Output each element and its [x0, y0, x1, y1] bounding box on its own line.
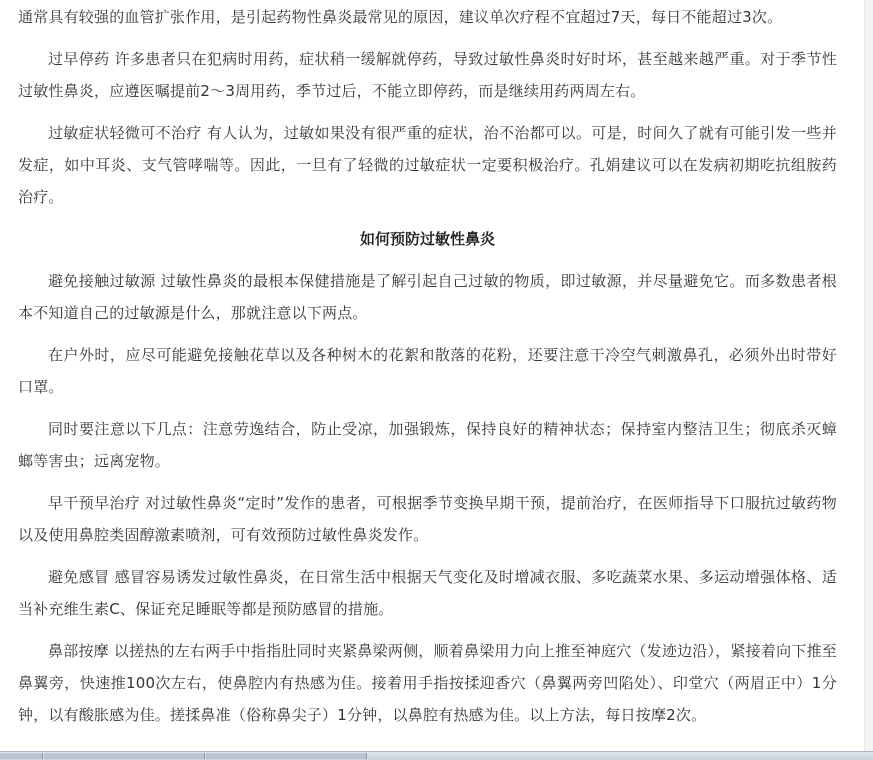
- section-heading: 如何预防过敏性鼻炎: [359, 230, 495, 248]
- taskbar-start-segment[interactable]: [0, 753, 43, 759]
- paragraph-avoid-allergen: 避免接触过敏源 过敏性鼻炎的最根本保健措施是了解引起自己过敏的物质，即过敏源，并尽量避免它。而多数患者根本不知道自己的过敏源是什么，那就注意以下两点。: [18, 272, 837, 322]
- paragraph-outdoor: 在户外时，应尽可能避免接触花草以及各种树木的花絮和散落的花粉，还要注意干冷空气刺激鼻孔，必须外出时带好口罩。: [18, 346, 837, 396]
- taskbar: [0, 751, 873, 760]
- paragraph-avoid-cold: 避免感冒 感冒容易诱发过敏性鼻炎，在日常生活中根据天气变化及时增减衣服、多吃蔬菜水果、多运动增强体格、适当补充维生素C、保证充足睡眠等都是预防感冒的措施。: [18, 568, 837, 618]
- taskbar-window-button[interactable]: [206, 753, 367, 759]
- paragraph-nose-massage: 鼻部按摩 以搓热的左右两手中指指肚同时夹紧鼻梁两侧，顺着鼻梁用力向上推至神庭穴（发迹边沿），紧接着向下推至鼻翼旁，快速推100次左右，使鼻腔内有热感为佳。接着用手指按揉迎香穴（鼻翼两旁凹陷处）、印堂穴（两眉正中）1分钟，以有酸胀感为佳。搓揉鼻准（俗称鼻尖子）1分钟，以鼻腔有热感为佳。以上方法，每日按摩2次。: [18, 642, 837, 724]
- taskbar-window-button[interactable]: [44, 753, 205, 759]
- paragraph-mild-symptoms: 过敏症状轻微可不治疗 有人认为，过敏如果没有很严重的症状，治不治都可以。可是，时间久了就有可能引发一些并发症，如中耳炎、支气管哮喘等。因此，一旦有了轻微的过敏症状一定要积极治疗。孔娟建议可以在发病初期吃抗组胺药治疗。: [18, 124, 837, 206]
- paragraph-early-intervention: 早干预早治疗 对过敏性鼻炎“定时”发作的患者，可根据季节变换早期干预，提前治疗，在医师指导下口服抗过敏药物以及使用鼻腔类固醇激素喷剂，可有效预防过敏性鼻炎发作。: [18, 494, 837, 544]
- paragraph-precautions: 同时要注意以下几点：注意劳逸结合，防止受凉，加强锻炼，保持良好的精神状态；保持室内整洁卫生；彻底杀灭蟑螂等害虫；远离宠物。: [18, 420, 837, 470]
- paragraph-drug-rhinitis: 通常具有较强的血管扩张作用，是引起药物性鼻炎最常见的原因，建议单次疗程不宜超过7天，每日不能超过3次。: [18, 8, 783, 26]
- vertical-scrollbar[interactable]: [864, 0, 873, 752]
- paragraph-early-stop: 过早停药 许多患者只在犯病时用药，症状稍一缓解就停药，导致过敏性鼻炎时好时坏，甚至越来越严重。对于季节性过敏性鼻炎，应遵医嘱提前2～3周用药，季节过后，不能立即停药，而是继续用药两周左右。: [18, 50, 837, 100]
